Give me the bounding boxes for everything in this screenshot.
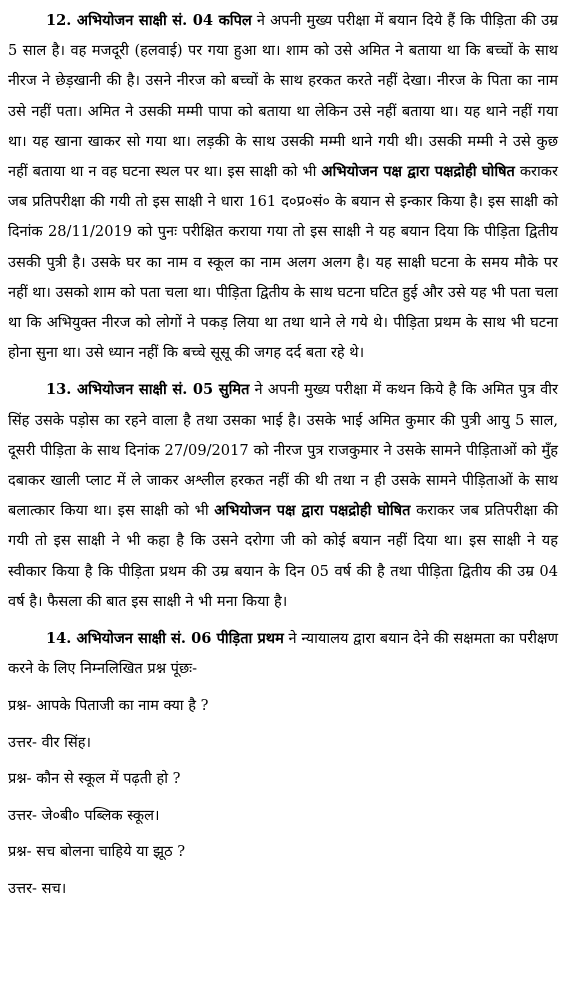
paragraph-14 — [8, 624, 558, 684]
paragraph-13 — [8, 375, 558, 617]
paragraph-13-hostile-note: अभियोजन पक्ष द्वारा पक्षद्रोही घोषित — [214, 502, 411, 520]
paragraph-13-text-continued: कराकर जब प्रतिपरीक्षा की गयी तो इस साक्षी ने भी कहा है कि उसने दरोगा जी को कोई बयान नहीं दिया था। इस साक्षी ने यह स्वीकार किया है कि पीड़िता प्रथम की उम्र बयान के दिन 05 वर्ष की है तथा पीड़िता द्वितीय की उम्र 04 वर्ष है। फैसला की बात इस साक्षी ने भी मना किया है। — [8, 502, 558, 610]
paragraph-12-text: ने अपनी मुख्य परीक्षा में बयान दिये हैं कि पीड़िता की उम्र 5 साल है। वह मजदूरी (हलवाई) पर गया हुआ था। शाम को उसे अमित ने बताया था कि बच्चों के साथ नीरज ने छेड़खानी की है। उसने नीरज को बच्चों के साथ हरकत करते नहीं देखा। नीरज के पिता का नाम उसे नहीं पता। अमित ने उसकी मम्मी पापा को बताया था लेकिन उसे नहीं बताया था। यह थाने नहीं गया था। यह खाना खाकर सो गया था। लड़की के साथ उसकी मम्मी थाने गयी थी। उसकी मम्मी ने उसे कुछ नहीं बताया था न वह घटना स्थल पर था। इस साक्षी को भी — [8, 12, 558, 181]
paragraph-12-hostile-note: अभियोजन पक्ष द्वारा पक्षद्रोही घोषित — [321, 163, 515, 181]
qa-answer: उत्तर- सच। — [8, 879, 67, 897]
qa-answer: उत्तर- जे०बी० पब्लिक स्कूल। — [8, 806, 160, 824]
paragraph-13-heading: 13. अभियोजन साक्षी सं. 05 सुमित — [46, 381, 250, 399]
qa-question: प्रश्न- कौन से स्कूल में पढ़ती हो ? — [8, 770, 181, 788]
qa-answer: उत्तर- वीर सिंह। — [8, 733, 92, 751]
paragraph-12-heading: 12. अभियोजन साक्षी सं. 04 कपिल — [46, 12, 252, 29]
paragraph-14-text: ने न्यायालय द्वारा बयान देने की सक्षमता का परीक्षण करने के लिए निम्नलिखित प्रश्न पूंछः- — [8, 630, 558, 678]
qa-question: प्रश्न- सच बोलना चाहिये या झूठ ? — [8, 843, 186, 861]
paragraph-12 — [8, 6, 558, 368]
qa-question: प्रश्न- आपके पिताजी का नाम क्या है ? — [8, 697, 209, 715]
paragraph-12-text-continued: कराकर जब प्रतिपरीक्षा की गयी तो इस साक्षी ने धारा 161 द०प्र०सं० के बयान से इन्कार किया है। इस साक्षी को दिनांक 28/11/2019 को पुनः परीक्षित कराया गया तो इस साक्षी ने यह बयान दिया कि पीड़िता द्वितीय उसकी पुत्री है। उसके घर का नाम व स्कूल का नाम अलग अलग है। यह साक्षी घटना के समय मौके पर नहीं था। उसको शाम को पता चला था। पीड़िता द्वितीय के साथ घटना घटित हुई और उसे यह भी पता चला था कि अभियुक्त नीरज को लोगों ने पकड़ लिया था तथा थाने ले गये थे। पीड़िता प्रथम के साथ भी घटना होना सुना था। उसे ध्यान नहीं कि बच्चे सूसू की जगह दर्द बता रहे थे। — [8, 163, 558, 362]
paragraph-13-text: ने अपनी मुख्य परीक्षा में कथन किये है कि अमित पुत्र वीर सिंह उसके पड़ोस का रहने वाला है तथा उसका भाई है। उसके भाई अमित कुमार की पुत्री आयु 5 साल, दूसरी पीड़िता के साथ दिनांक 27/09/2017 को नीरज पुत्र राजकुमार ने उसके सामने पीड़िताओं को मुँह दबाकर खाली प्लाट में ले जाकर अश्लील हरकत नहीं की थी तथा न ही उसके सामने पीड़िताओं के साथ बलात्कार किया था। इस साक्षी को भी — [8, 381, 559, 520]
paragraph-14-heading: 14. अभियोजन साक्षी सं. 06 पीड़िता प्रथम — [46, 630, 284, 648]
